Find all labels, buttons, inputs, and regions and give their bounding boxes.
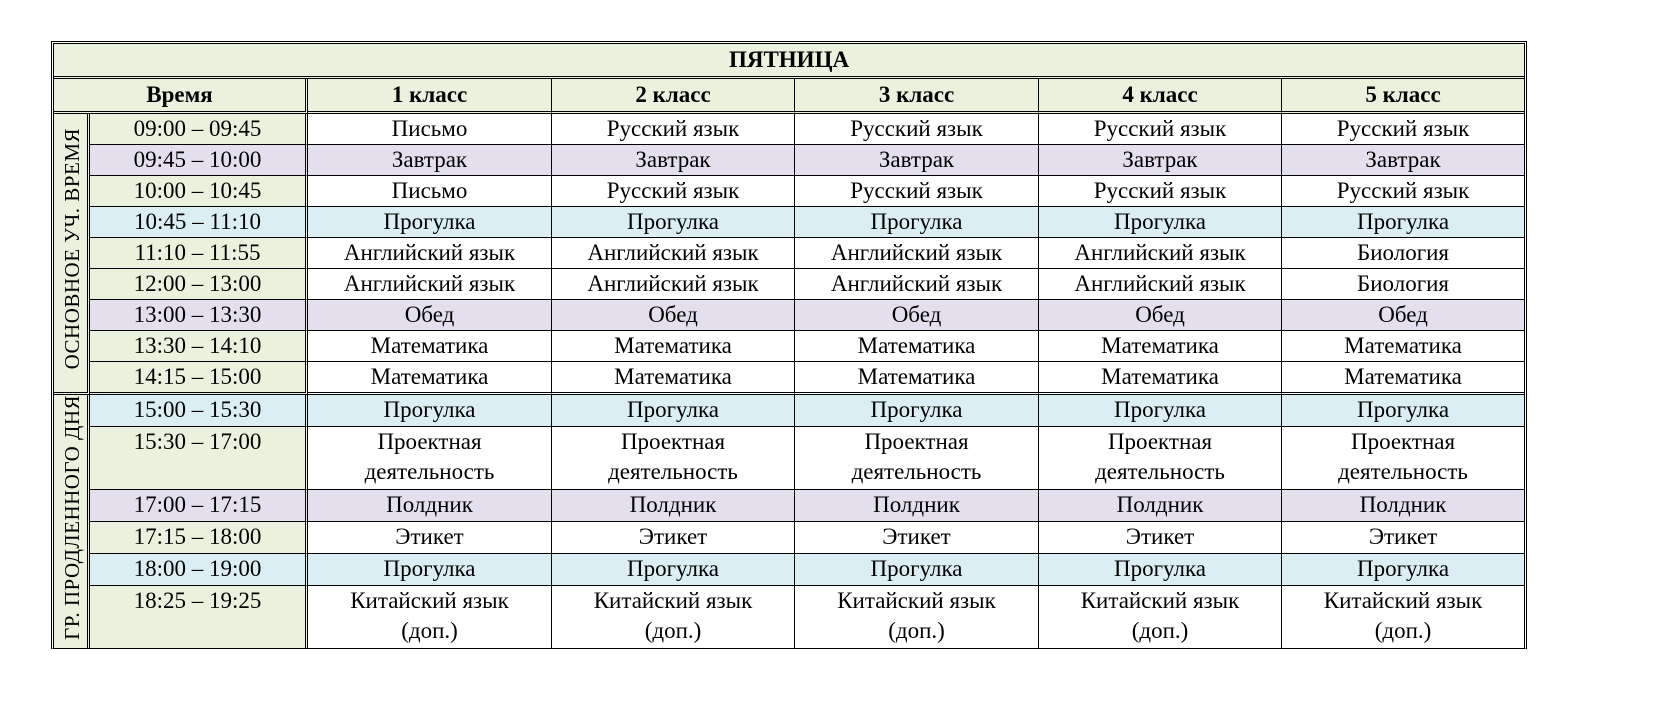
header-class-3: 3 класс — [795, 79, 1039, 114]
subject-cell-class-2: Русский язык — [552, 114, 795, 145]
subject-cell-class-3 — [795, 427, 1039, 490]
subject-cell-class-4: Английский язык — [1039, 269, 1282, 300]
table-row — [54, 554, 1524, 586]
subject-cell-class-3: Прогулка — [795, 554, 1039, 586]
subject-line: Китайский язык — [1323, 587, 1483, 613]
subject-cell-class-4: Прогулка — [1039, 554, 1282, 586]
time-slot: 09:00 – 09:45 — [90, 114, 308, 145]
subject-line: Китайский язык — [593, 587, 753, 613]
subject-cell-class-1: Прогулка — [308, 554, 552, 586]
subject-cell-class-2: Математика — [552, 331, 795, 362]
table-row — [54, 395, 1524, 427]
day-title: ПЯТНИЦА — [54, 44, 1524, 79]
subject-cell-class-4: Этикет — [1039, 522, 1282, 554]
subject-line: Проектная — [377, 428, 482, 454]
subject-line: Проектная — [1107, 428, 1213, 454]
subject-line: (доп.) — [401, 617, 458, 643]
header-class-2: 2 класс — [552, 79, 795, 114]
table-row — [54, 114, 1524, 145]
subject-cell-class-3: Завтрак — [795, 145, 1039, 176]
subject-cell-class-4: Прогулка — [1039, 207, 1282, 238]
time-slot: 17:15 – 18:00 — [90, 522, 308, 554]
subject-line: Китайский язык — [1080, 587, 1240, 613]
subject-cell-class-5: Прогулка — [1282, 554, 1524, 586]
subject-cell-class-1: Математика — [308, 331, 552, 362]
subject-cell-class-5: Математика — [1282, 331, 1524, 362]
header-class-5: 5 класс — [1282, 79, 1524, 114]
table-row — [54, 331, 1524, 362]
subject-line: деятельность — [608, 458, 738, 484]
subject-cell-class-3: Обед — [795, 300, 1039, 331]
subject-cell-class-5: Полдник — [1282, 490, 1524, 522]
time-slot: 13:30 – 14:10 — [90, 331, 308, 362]
title-row — [54, 44, 1524, 79]
subject-line: (доп.) — [1374, 617, 1432, 643]
subject-line: деятельность — [1338, 458, 1468, 484]
subject-cell-class-5: Прогулка — [1282, 207, 1524, 238]
time-slot: 09:45 – 10:00 — [90, 145, 308, 176]
subject-line: (доп.) — [644, 617, 702, 643]
schedule-body — [54, 114, 1524, 648]
subject-line: деятельность — [1095, 458, 1225, 484]
subject-cell-class-3: Английский язык — [795, 238, 1039, 269]
table-row — [54, 300, 1524, 331]
table-row — [54, 145, 1524, 176]
time-slot: 15:00 – 15:30 — [90, 395, 308, 427]
subject-cell-class-5: Русский язык — [1282, 176, 1524, 207]
subject-cell-class-5 — [1282, 586, 1524, 648]
subject-cell-class-4: Русский язык — [1039, 114, 1282, 145]
subject-cell-class-1: Письмо — [308, 176, 552, 207]
subject-cell-class-4: Прогулка — [1039, 395, 1282, 427]
time-slot: 17:00 – 17:15 — [90, 490, 308, 522]
subject-cell-class-1: Английский язык — [308, 269, 552, 300]
subject-cell-class-3: Прогулка — [795, 207, 1039, 238]
subject-cell-class-2: Этикет — [552, 522, 795, 554]
subject-cell-class-1: Обед — [308, 300, 552, 331]
subject-cell-class-4: Математика — [1039, 362, 1282, 395]
time-slot: 14:15 – 15:00 — [90, 362, 308, 395]
subject-cell-class-4 — [1039, 427, 1282, 490]
group-label: ГР. ПРОДЛЕННОГО ДНЯ — [60, 395, 84, 640]
table-row — [54, 427, 1524, 490]
header-class-4: 4 класс — [1039, 79, 1282, 114]
subject-cell-class-2: Прогулка — [552, 554, 795, 586]
subject-cell-class-5: Биология — [1282, 269, 1524, 300]
subject-cell-class-4 — [1039, 586, 1282, 648]
header-time: Время — [54, 79, 308, 114]
subject-cell-class-3: Математика — [795, 362, 1039, 395]
subject-cell-class-4: Математика — [1039, 331, 1282, 362]
table-row — [54, 586, 1524, 648]
time-slot: 12:00 – 13:00 — [90, 269, 308, 300]
time-slot: 10:00 – 10:45 — [90, 176, 308, 207]
subject-line: (доп.) — [888, 617, 945, 643]
group-label: ОСНОВНОЕ УЧ. ВРЕМЯ — [60, 128, 84, 370]
subject-cell-class-2 — [552, 427, 795, 490]
subject-cell-class-3: Английский язык — [795, 269, 1039, 300]
table-row — [54, 176, 1524, 207]
header-row — [54, 79, 1524, 114]
time-slot: 18:00 – 19:00 — [90, 554, 308, 586]
subject-cell-class-2: Завтрак — [552, 145, 795, 176]
subject-cell-class-3: Прогулка — [795, 395, 1039, 427]
subject-cell-class-1: Прогулка — [308, 207, 552, 238]
table-row — [54, 490, 1524, 522]
subject-line: (доп.) — [1131, 617, 1189, 643]
subject-cell-class-1: Этикет — [308, 522, 552, 554]
subject-cell-class-5 — [1282, 427, 1524, 490]
subject-cell-class-3 — [795, 586, 1039, 648]
subject-cell-class-5: Завтрак — [1282, 145, 1524, 176]
subject-line: деятельность — [364, 458, 495, 484]
subject-cell-class-1: Письмо — [308, 114, 552, 145]
subject-cell-class-1: Завтрак — [308, 145, 552, 176]
subject-cell-class-3: Математика — [795, 331, 1039, 362]
subject-line: Проектная — [1350, 428, 1456, 454]
subject-cell-class-2: Английский язык — [552, 238, 795, 269]
time-slot: 13:00 – 13:30 — [90, 300, 308, 331]
subject-cell-class-2: Прогулка — [552, 395, 795, 427]
subject-cell-class-3: Русский язык — [795, 176, 1039, 207]
schedule-container — [51, 41, 1527, 649]
subject-cell-class-5: Биология — [1282, 238, 1524, 269]
subject-line: Проектная — [864, 428, 969, 454]
subject-cell-class-3: Этикет — [795, 522, 1039, 554]
subject-cell-class-1 — [308, 586, 552, 648]
time-slot: 11:10 – 11:55 — [90, 238, 308, 269]
subject-cell-class-4: Английский язык — [1039, 238, 1282, 269]
subject-cell-class-1: Английский язык — [308, 238, 552, 269]
table-row — [54, 522, 1524, 554]
subject-cell-class-3: Русский язык — [795, 114, 1039, 145]
table-row — [54, 207, 1524, 238]
schedule-table — [51, 41, 1527, 649]
time-slot: 18:25 – 19:25 — [90, 586, 308, 648]
subject-cell-class-4: Обед — [1039, 300, 1282, 331]
subject-line: Проектная — [620, 428, 726, 454]
time-slot: 15:30 – 17:00 — [90, 427, 308, 490]
subject-cell-class-5: Прогулка — [1282, 395, 1524, 427]
subject-cell-class-2: Английский язык — [552, 269, 795, 300]
subject-line: Китайский язык — [350, 587, 509, 613]
subject-cell-class-2 — [552, 586, 795, 648]
subject-cell-class-5: Математика — [1282, 362, 1524, 395]
subject-cell-class-2: Русский язык — [552, 176, 795, 207]
subject-line: Китайский язык — [837, 587, 996, 613]
subject-cell-class-1 — [308, 427, 552, 490]
time-slot: 10:45 – 11:10 — [90, 207, 308, 238]
table-row — [54, 238, 1524, 269]
group-label-cell — [54, 395, 90, 648]
subject-cell-class-2: Обед — [552, 300, 795, 331]
subject-line: деятельность — [851, 458, 982, 484]
subject-cell-class-4: Полдник — [1039, 490, 1282, 522]
header-class-1: 1 класс — [308, 79, 552, 114]
subject-cell-class-2: Полдник — [552, 490, 795, 522]
subject-cell-class-5: Этикет — [1282, 522, 1524, 554]
subject-cell-class-2: Прогулка — [552, 207, 795, 238]
subject-cell-class-1: Полдник — [308, 490, 552, 522]
subject-cell-class-4: Русский язык — [1039, 176, 1282, 207]
table-row — [54, 269, 1524, 300]
subject-cell-class-5: Русский язык — [1282, 114, 1524, 145]
subject-cell-class-3: Полдник — [795, 490, 1039, 522]
group-label-cell — [54, 114, 90, 395]
subject-cell-class-2: Математика — [552, 362, 795, 395]
table-row — [54, 362, 1524, 395]
subject-cell-class-4: Завтрак — [1039, 145, 1282, 176]
subject-cell-class-5: Обед — [1282, 300, 1524, 331]
subject-cell-class-1: Прогулка — [308, 395, 552, 427]
subject-cell-class-1: Математика — [308, 362, 552, 395]
